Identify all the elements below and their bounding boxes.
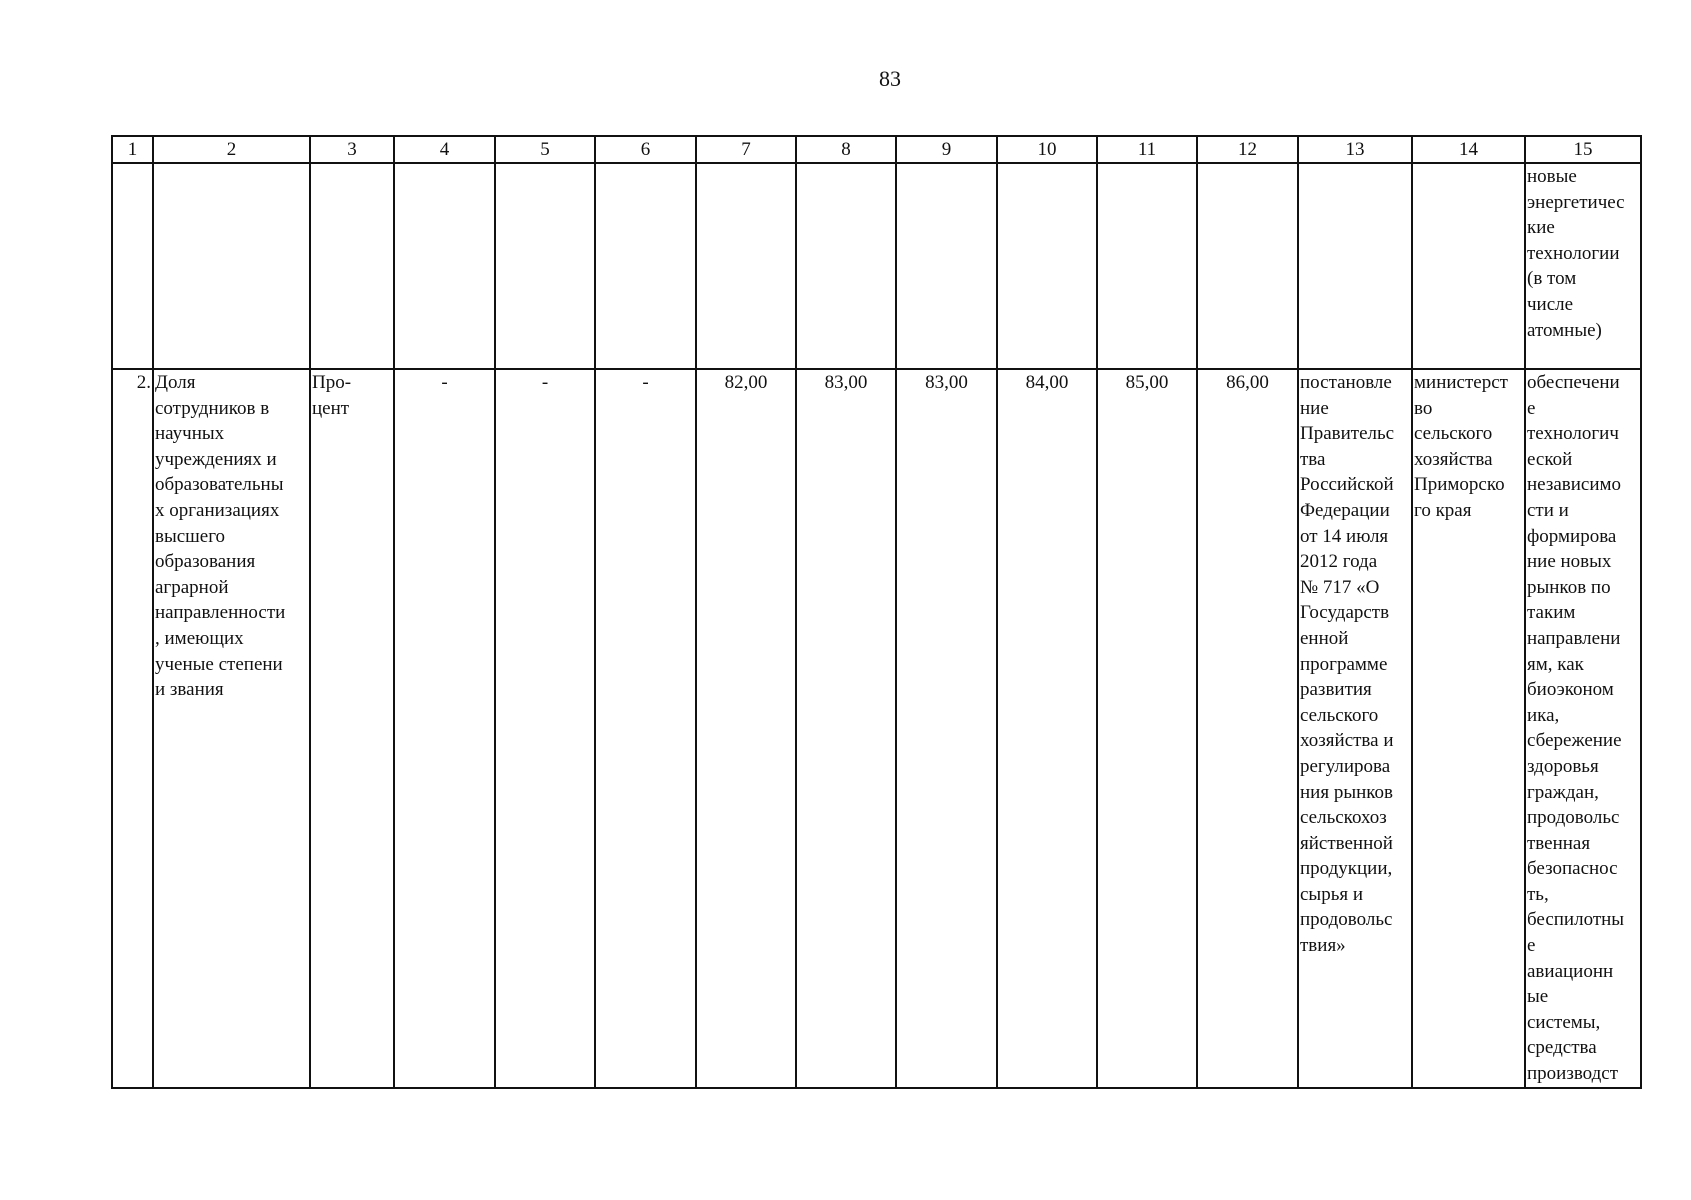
cell [310,163,394,369]
value-col7: 82,00 [696,369,796,1088]
cell [896,163,997,369]
column-header-11: 11 [1097,136,1197,163]
cell [394,163,495,369]
page-number: 83 [879,66,901,91]
cell [696,163,796,369]
column-header-5: 5 [495,136,595,163]
objective-cell: обеспечени е технологич еской независимо сти и формирова ние новых рынков по таким направлени ям, как биоэконом ика, сбережение здоровья граждан, продовольс твенная безопаснос ть, беспилотны е авиационн ые системы, средства производст [1525,369,1641,1088]
value-col11: 85,00 [1097,369,1197,1088]
row-number: 2. [112,369,153,1088]
cell [1298,163,1412,369]
value-col10: 84,00 [997,369,1097,1088]
cell [1197,163,1298,369]
column-header-8: 8 [796,136,896,163]
column-header-2: 2 [153,136,310,163]
unit-of-measure: Про- цент [310,369,394,1088]
indicator-row-2 [112,369,1641,1088]
legal-basis-cell: постановле ние Правительс тва Российской Федерации от 14 июля 2012 года № 717 «О Государств енной программе развития сельского хозяйства и регулирова ния рынков сельскохоз яйственной продукции, сырья и продовольс твия» [1298,369,1412,1088]
cell [495,163,595,369]
column-header-15: 15 [1525,136,1641,163]
column-header-14: 14 [1412,136,1525,163]
value-col4: - [394,369,495,1088]
column-header-10: 10 [997,136,1097,163]
column-header-6: 6 [595,136,696,163]
value-col6: - [595,369,696,1088]
cell [112,163,153,369]
continued-objective-cell: новые энергетичес кие технологии (в том числе атомные) [1525,163,1641,369]
column-header-7: 7 [696,136,796,163]
value-col8: 83,00 [796,369,896,1088]
column-header-12: 12 [1197,136,1298,163]
cell [1412,163,1525,369]
cell [1097,163,1197,369]
value-col5: - [495,369,595,1088]
responsible-body-cell: министерст во сельского хозяйства Приморско го края [1412,369,1525,1088]
value-col9: 83,00 [896,369,997,1088]
indicators-table [111,135,1642,1089]
column-number-row [112,136,1641,163]
continued-row [112,163,1641,369]
cell [796,163,896,369]
indicator-name: Доля сотрудников в научных учреждениях и образовательны х организациях высшего образования аграрной направленности , имеющих ученые степени и звания [153,369,310,1088]
column-header-9: 9 [896,136,997,163]
column-header-13: 13 [1298,136,1412,163]
column-header-1: 1 [112,136,153,163]
column-header-3: 3 [310,136,394,163]
cell [595,163,696,369]
cell [997,163,1097,369]
column-header-4: 4 [394,136,495,163]
value-col12: 86,00 [1197,369,1298,1088]
cell [153,163,310,369]
